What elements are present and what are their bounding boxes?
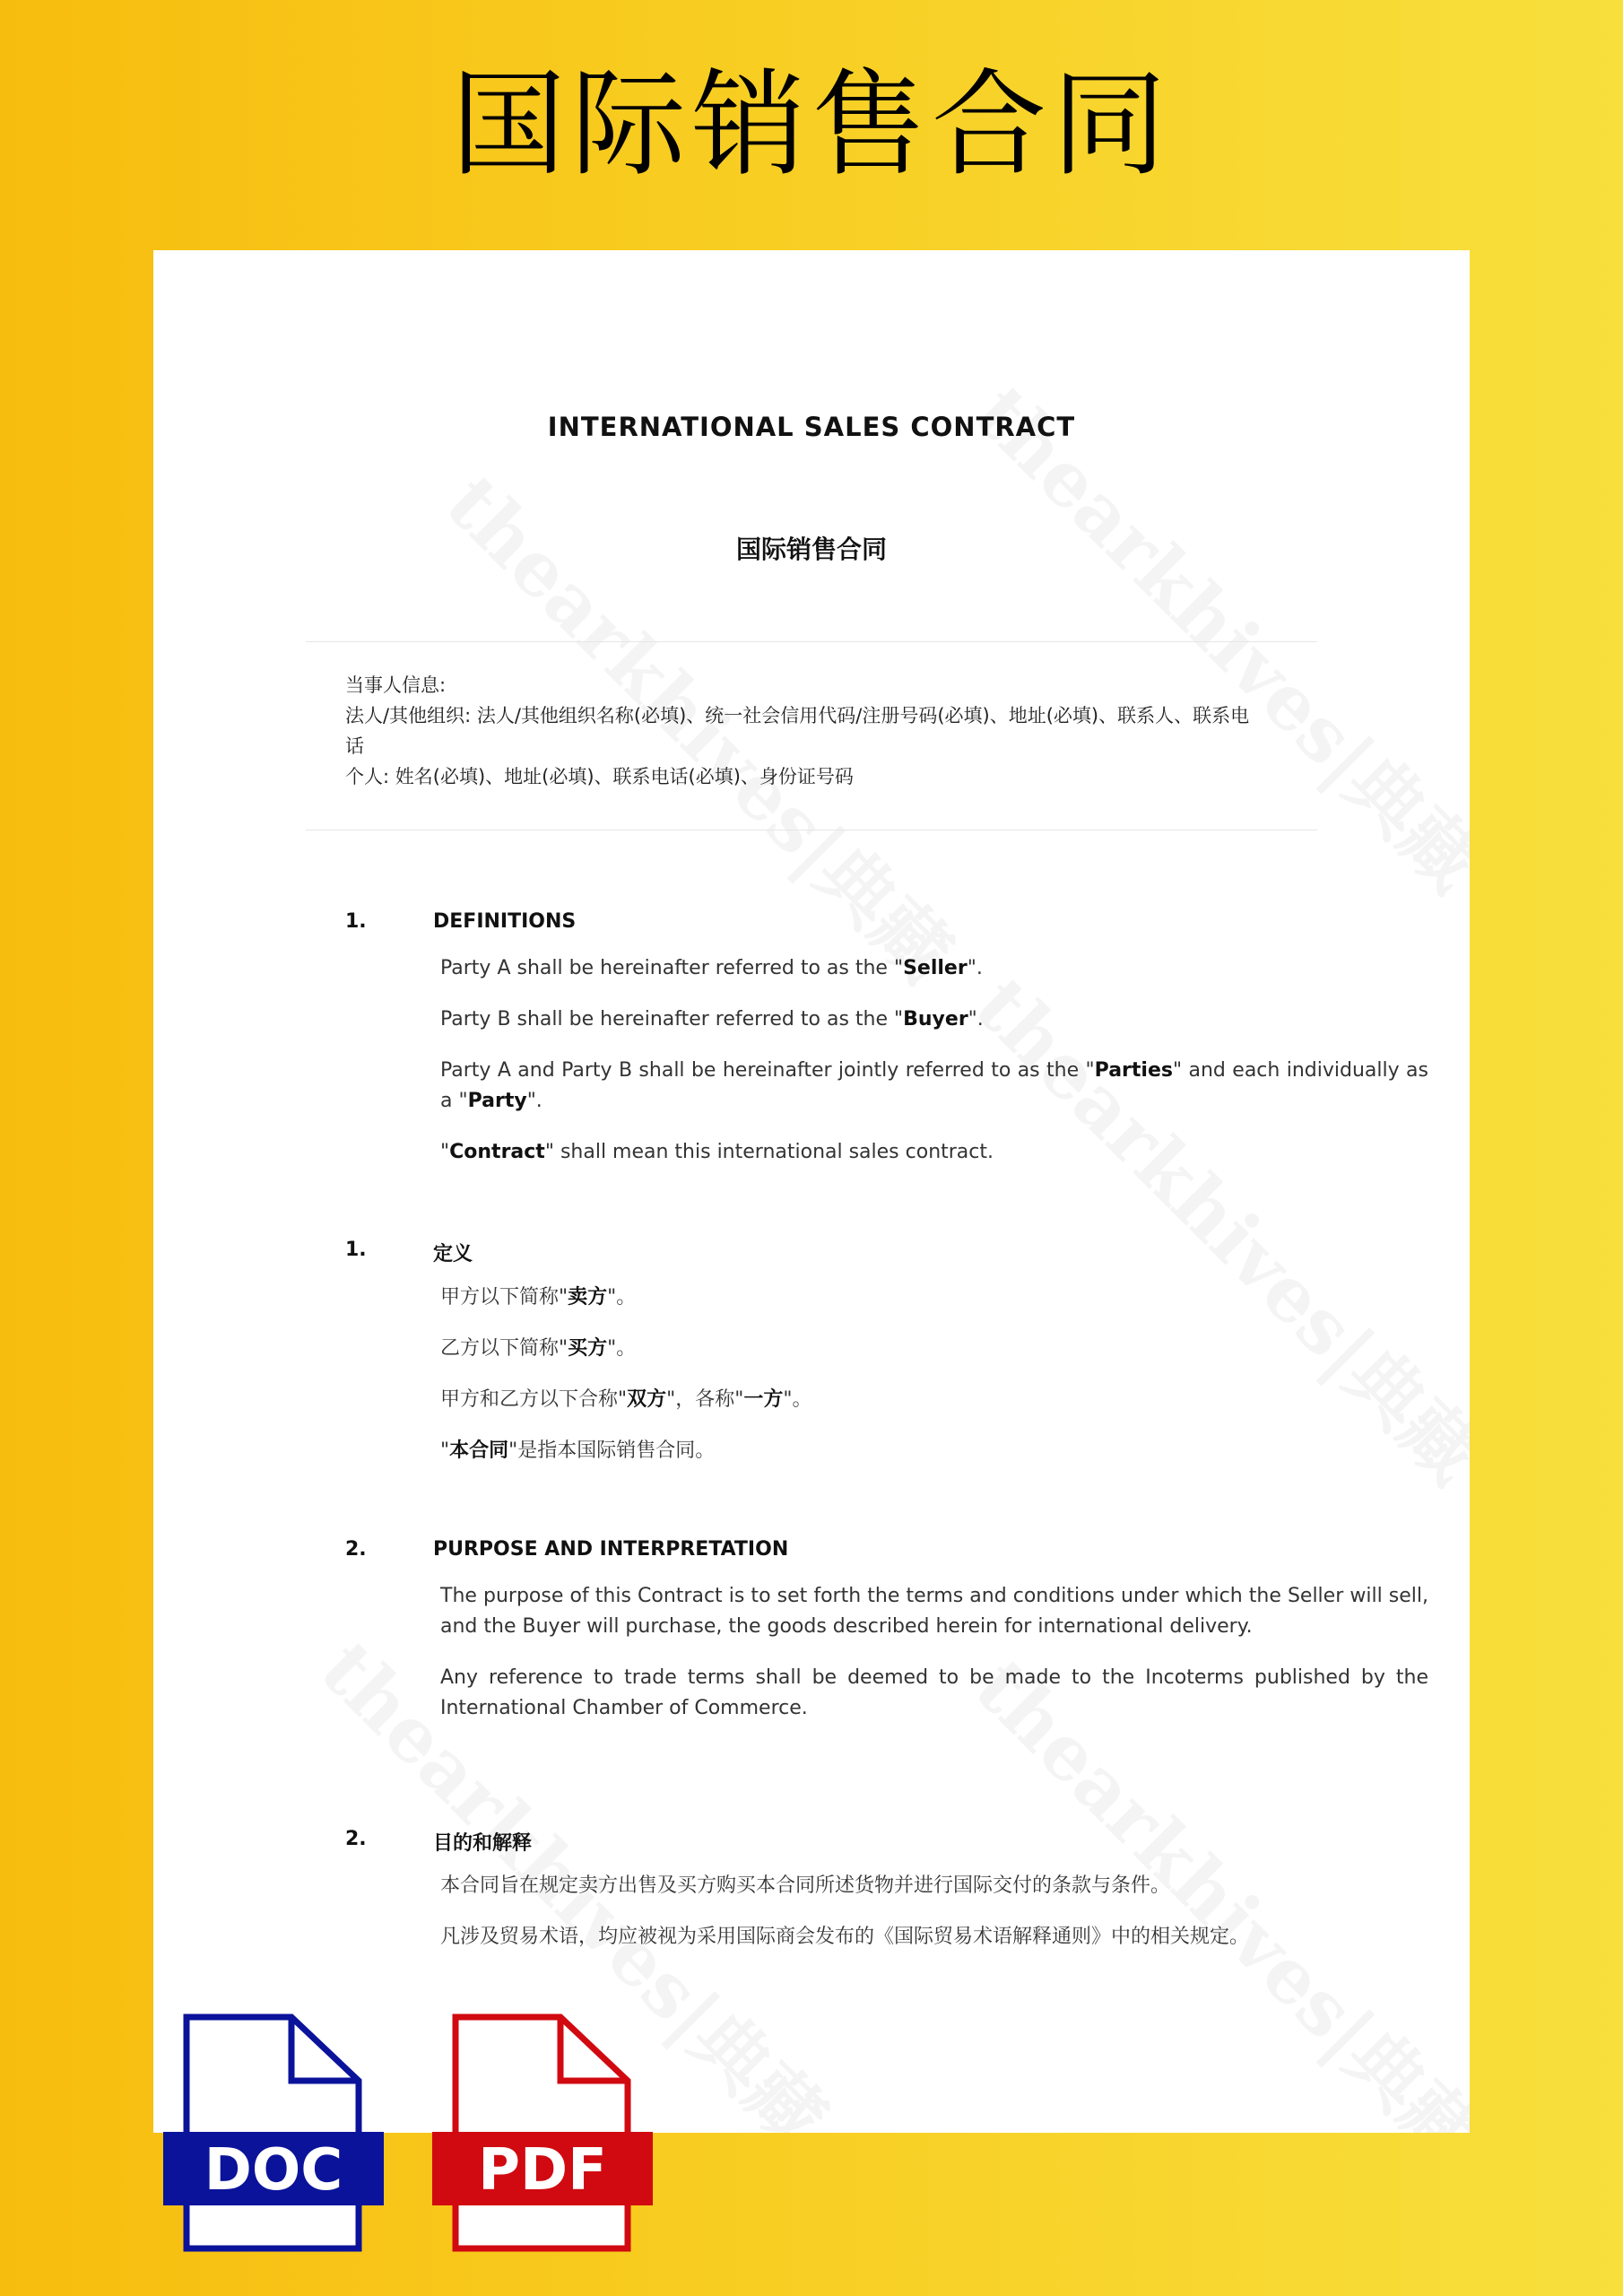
section-body [440,1283,1427,1466]
paragraph: Any reference to trade terms shall be deemed to be made to the Incoterms published by the International Chamber of Commerce. [440,1666,1428,1719]
section-number: 2. [345,1538,367,1561]
parties-entity: 法人/其他组织: 法人/其他组织名称(必填)、统一社会信用代码/注册号码(必填)、地址(必填)、联系人、联系电话 [345,705,1250,757]
parties-individual: 个人: 姓名(必填)、地址(必填)、联系电话(必填)、身份证号码 [345,766,854,787]
section-title: PURPOSE AND INTERPRETATION [433,1538,789,1561]
divider [306,830,1317,831]
paragraph: 本合同旨在规定卖方出售及买方购买本合同所述货物并进行国际交付的条款与条件。 [440,1874,1171,1897]
pdf-label: PDF [478,2137,607,2204]
section-number: 1. [345,910,367,933]
parties-heading: 当事人信息: [345,674,447,696]
paragraph: Party A shall be hereinafter referred to as the "Seller". [440,957,983,979]
section-number: 2. [345,1828,367,1850]
section-title: 目的和解释 [433,1832,533,1855]
doc-label: DOC [204,2137,343,2204]
section-number: 1. [345,1239,367,1261]
paragraph: 甲方和乙方以下合称"双方"，各称"一方"。 [440,1388,812,1411]
doc-file-icon[interactable] [161,2013,386,2256]
document-title: INTERNATIONAL SALES CONTRACT [547,412,1076,442]
paragraph: The purpose of this Contract is to set forth the terms and conditions under which the Seller will sell, and the Buyer will purchase, the goods described herein for international delivery. [440,1585,1428,1638]
banner-title: 国际销售合同 [450,58,1172,192]
paragraph: "本合同"是指本国际销售合同。 [440,1439,716,1462]
section-title: DEFINITIONS [433,910,577,933]
pdf-file-icon[interactable] [430,2013,655,2256]
section-title: 定义 [433,1243,473,1265]
document-preview [153,250,1470,2133]
paragraph: 凡涉及贸易术语，均应被视为采用国际商会发布的《国际贸易术语解释通则》中的相关规定。 [440,1926,1250,1948]
section-body [440,1871,1427,1952]
paragraph: "Contract" shall mean this international sales contract. [440,1141,994,1163]
paragraph: 甲方以下简称"卖方"。 [440,1286,637,1309]
section-body [440,1581,1427,1724]
divider [306,641,1317,642]
document-subtitle: 国际销售合同 [735,535,887,564]
parties-info [345,670,1260,792]
section-body [440,953,1427,1168]
paragraph: 乙方以下简称"买方"。 [440,1337,637,1360]
paragraph: Party B shall be hereinafter referred to as the "Buyer". [440,1008,984,1031]
paragraph: Party A and Party B shall be hereinafter jointly referred to as the "Parties" and each individually as a "Party". [440,1059,1428,1112]
